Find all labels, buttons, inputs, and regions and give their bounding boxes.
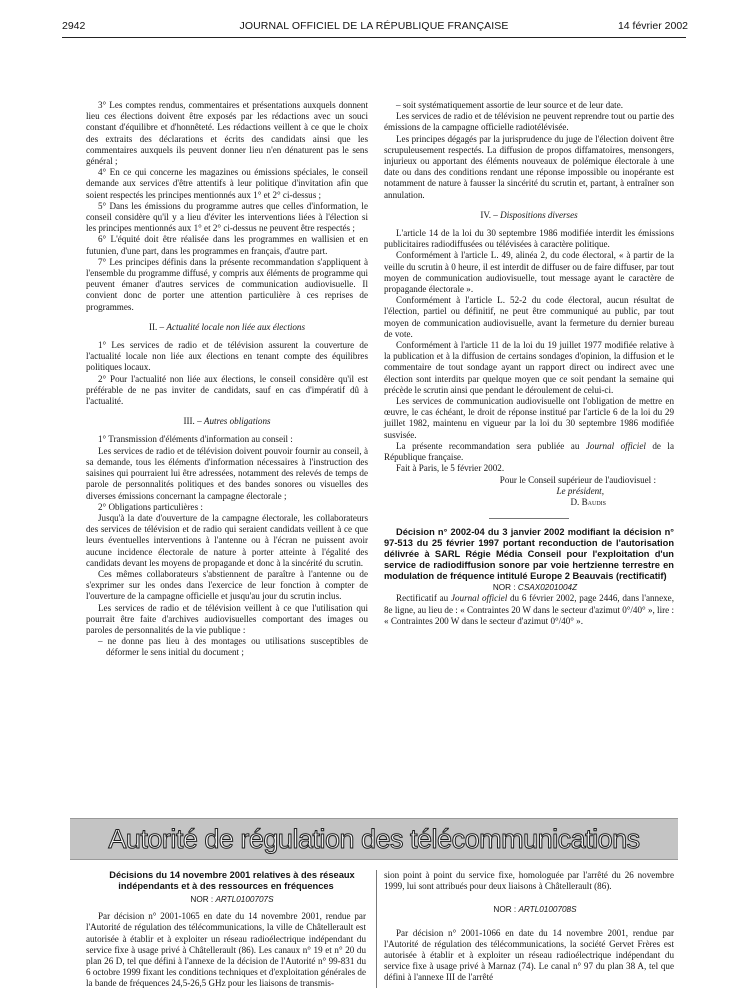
column-divider	[376, 870, 377, 988]
paragraph: Conformément à l'article 11 de la loi du 19 juillet 1977 modifiée relative à la publication et à la diffusion de certains sondages d'opinion, la diffusion et le commentaire de tout sondage ayant un rapport direct ou indirect avec une élection sont interdits par quelque moyen que ce soit pendant la semaine qui précède le scrutin ainsi que pendant le déroulement de celui-ci.	[384, 340, 674, 395]
header-rule	[62, 37, 686, 38]
paragraph: L'article 14 de la loi du 30 septembre 1986 modifiée interdit les émissions publicitaires radiodiffusées ou télévisées à caractère politique.	[384, 228, 674, 250]
signature-name: D. Baudis	[570, 496, 606, 507]
list-item: – ne donne pas lieu à des montages ou utilisations susceptibles de déformer le sens initial du document ;	[98, 636, 368, 658]
nor-code: ARTL0100707S	[215, 895, 274, 904]
paragraph: 4° En ce qui concerne les magazines ou émissions spéciales, le conseil demande aux services d'être attentifs à leur politique d'invitation afin que soient respectés les principes mentionnés aux 1° et 2° ci-dessus ;	[86, 167, 368, 200]
section-title: Dispositions diverses	[500, 209, 578, 220]
paragraph: 3° Les comptes rendus, commentaires et présentations auxquels donnent lieu ces élections doivent être exposés par les rédactions avec un souci constant d'équilibre et d'honnêteté. Les rédactions veillent à ce que le choix des extraits des déclarations et écrits des candidats ainsi que les commentaires auxquels ils peuvent donner lieu n'en dénaturent pas le sens général ;	[86, 100, 368, 167]
paragraph: Ces mêmes collaborateurs s'abstiennent de paraître à l'antenne ou de s'exprimer sur les ondes dans l'exercice de leur fonction à compter de l'ouverture de la campagne officielle et jusqu'au jour du scrutin inclus.	[86, 568, 368, 602]
banner-title: Autorité de régulation des télécommunications	[108, 823, 640, 854]
italic-run: Journal officiel	[585, 440, 646, 451]
paragraph: 6° L'équité doit être réalisée dans les programmes en wallisien et en futunien, d'une part, dans les programmes en français, d'autre part.	[86, 234, 368, 256]
section-number: III. –	[183, 416, 202, 427]
paragraph: Par décision n° 2001-1065 en date du 14 novembre 2001, rendue par l'Autorité de régulation des télécommunications, la ville de Châtellerault est autorisée à établir et à exploiter un réseau radioélectrique indépendant du service fixe à usage privé à Châtellerault (86). Les canaux n° 19 et n° 20 du plan 26 D, tel que défini à l'annexe de la décision de l'Autorité n° 99-831 du 6 octobre 1999 fixant les conditions techniques et d'exploitation générales de la bande de fréquences 24,5-26,5 GHz pour les liaisons de transmis-	[86, 911, 366, 989]
nor-reference	[384, 904, 674, 915]
signature-line: Pour le Conseil supérieur de l'audiovisuel :	[499, 474, 656, 485]
section-title: Actualité locale non liée aux élections	[166, 321, 306, 332]
decision-title: Décision n° 2002-04 du 3 janvier 2002 modifiant la décision n° 97-513 du 25 février 1997 portant reconduction de l'autorisation délivrée à SARL Régie Média Conseil pour l'exploitation d'un service de radiodiffusion sonore par voie hertzienne terrestre en modulation de fréquence intitulé Europe 2 Beauvais (rectificatif)	[384, 527, 674, 582]
paragraph: 7° Les principes définis dans la présente recommandation s'appliquent à l'ensemble du programme diffusé, y compris aux éléments de programme qui peuvent émaner d'autres services de communication audiovisuelle. Il convient donc de porter une attention particulière à ces reprises de programmes.	[86, 256, 368, 312]
italic-run: Journal officiel	[450, 593, 508, 604]
nor-code: ARTL0100708S	[518, 905, 577, 915]
nor-reference	[86, 894, 366, 905]
paragraph: Les principes dégagés par la jurisprudence du juge de l'élection doivent être scrupuleusement respectés. La diffusion de propos diffamatoires, mensongers, injurieux ou apportant des éléments nouveaux de polémique électorale à une date ou dans des conditions rendant une réponse impossible ou inopérante est notamment de nature à fausser la sincérité du scrutin et, partant, à entraîner son annulation.	[384, 133, 674, 200]
paragraph: Par décision n° 2001-1066 en date du 14 novembre 2001, rendue par l'Autorité de régulation des télécommunications, la société Gervet Frères est autorisée à établir et à exploiter un réseau radioélectrique indépendant du service fixe à usage privé à Marnaz (74). Le canal n° 97 du plan 38 A, tel que défini à l'annexe III de l'arrêté	[384, 927, 674, 983]
section-number: II. –	[148, 321, 165, 332]
nor-label: NOR :	[190, 895, 214, 904]
section-heading-2	[86, 322, 368, 333]
paragraph: Les services de radio et de télévision doivent pouvoir fournir au conseil, à sa demande, tous les éléments d'information nécessaires à l'instruction des saisines qui pourraient lui être adressées, notamment des relevés de temps de parole de personnalités politiques et des bandes sonores ou visuelles des diverses émissions concernant la campagne électorale ;	[86, 445, 368, 501]
nor-code: CSAX0201004Z	[517, 583, 578, 593]
separator	[489, 518, 569, 519]
bottom-left-column	[86, 870, 366, 990]
section-number: IV. –	[480, 209, 498, 220]
issue-date: 14 février 2002	[617, 20, 688, 32]
right-column	[384, 100, 674, 627]
section-heading-3	[86, 416, 368, 427]
paragraph: Jusqu'à la date d'ouverture de la campagne électorale, les collaborateurs des services de télévision et de radio qui seraient candidats veillent à ce que leurs éventuelles interventions à l'antenne ou à l'écran ne puissent avoir aucune incidence électorale de nature à porter atteinte à l'égalité des candidats devant les moyens de propagande et donc à la sincérité du scrutin.	[86, 512, 368, 568]
text-run: de la République française.	[384, 440, 674, 463]
paragraph: Les services de radio et de télévision ne peuvent reprendre tout ou partie des émissions de la campagne officielle radiotélévisée.	[384, 111, 675, 133]
left-column	[86, 100, 368, 659]
paragraph: 1° Transmission d'éléments d'information au conseil :	[98, 434, 293, 445]
signature-role: Le président,	[556, 485, 604, 496]
paragraph: Les services de radio et de télévision veillent à ce que l'utilisation qui pourrait être faite d'archives audiovisuelles comportant des images ou paroles de personnalités de la vie publique :	[86, 602, 368, 635]
paragraph: Fait à Paris, le 5 février 2002.	[396, 463, 505, 474]
section-heading-4	[384, 210, 674, 221]
list-item: – soit systématiquement assortie de leur source et de leur date.	[396, 100, 624, 110]
paragraph: Conformément à l'article L. 49, alinéa 2, du code électoral, « à partir de la veille du scrutin à 0 heure, il est interdit de diffuser ou de faire diffuser, par tout moyen de communication audiovisuelle, tout message ayant le caractère de propagande électorale ».	[384, 250, 674, 295]
section-title: Autres obligations	[203, 416, 271, 427]
paragraph: 5° Dans les émissions du programme autres que celles d'information, le conseil considère qu'il y a lieu d'éviter les interventions liées à l'élection si les principes mentionnés aux 1° et 2° ci-dessus ne peuvent être respectés ;	[86, 200, 368, 234]
page-number: 2942	[62, 20, 86, 32]
page-header	[0, 18, 748, 34]
paragraph: 2° Pour l'actualité non liée aux élections, le conseil considère qu'il est préférable de ne pas inviter de candidats, sauf en cas d'impératif dû à l'actualité.	[86, 373, 368, 407]
text-run: Rectificatif au	[396, 593, 451, 604]
paragraph	[384, 593, 674, 627]
paragraph: 1° Les services de radio et de télévision assurent la couverture de l'actualité locale non liée aux élections en tenant compte des équilibres politiques locaux.	[86, 340, 368, 373]
paragraph: 2° Obligations particulières :	[98, 501, 203, 512]
bottom-right-column	[384, 870, 674, 984]
paragraph: sion point à point du service fixe, homologuée par l'arrêté du 26 novembre 1999, lui sont attribués pour deux liaisons à Châtellerault (86).	[384, 870, 674, 892]
nor-label: NOR :	[493, 905, 517, 915]
text-run: La présente recommandation sera publiée au	[396, 440, 586, 451]
nor-label: NOR :	[492, 583, 516, 593]
section-banner	[70, 818, 678, 860]
journal-title: JOURNAL OFFICIEL DE LA RÉPUBLIQUE FRANÇAISE	[239, 20, 509, 32]
paragraph: Conformément à l'article L. 52-2 du code électoral, aucun résultat de l'élection, partiel ou définitif, ne peut être communiqué au public, par tout moyen de communication audiovisuelle, avant la fermeture du dernier bureau de vote.	[384, 295, 674, 339]
paragraph: Les services de communication audiovisuelle ont l'obligation de mettre en œuvre, le cas échéant, le droit de réponse institué par l'article 6 de la loi du 29 juillet 1982, maintenu en vigueur par la loi du 30 septembre 1986 modifiée susvisée.	[384, 396, 674, 440]
nor-reference	[384, 582, 674, 593]
decision-title: Décisions du 14 novembre 2001 relatives à des réseaux indépendants et à des ressources en fréquences	[109, 870, 355, 891]
paragraph	[384, 441, 674, 463]
text-run: du 6 février 2002, page 2446, dans l'annexe, 8e ligne, au lieu de : « Contraintes 20 W dans le secteur d'azimut 0°/40° », lire : « Contraintes 200 W dans le secteur d'azimut 0°/40° ».	[384, 593, 674, 626]
